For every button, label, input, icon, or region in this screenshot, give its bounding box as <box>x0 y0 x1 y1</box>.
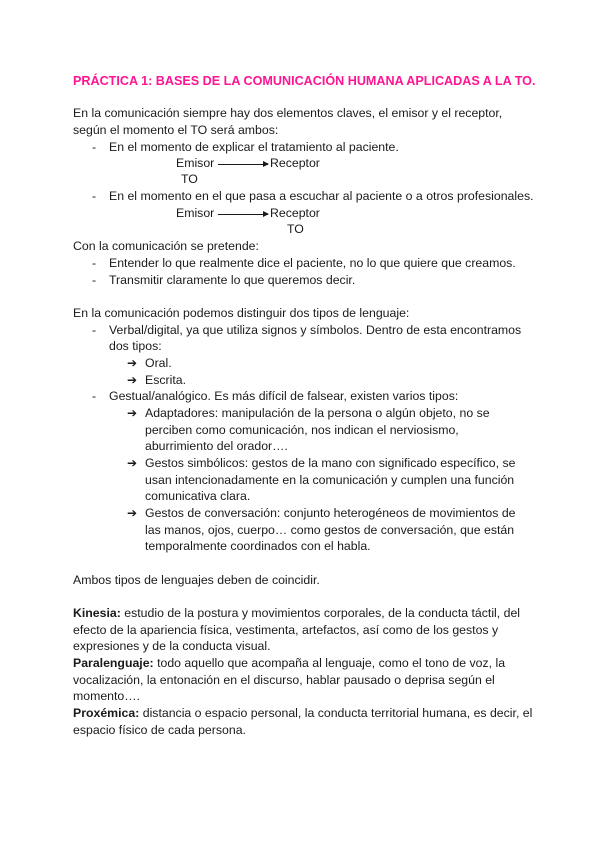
sub-list-item: Gestos simbólicos: gestos de la mano con significado específico, se <box>145 456 516 470</box>
arrow-bullet-icon: ➔ <box>127 356 138 370</box>
list-dash: - <box>92 189 97 203</box>
paragraph-line: vocalización, la entonación en el discurso, hablar pausado o deprisa según el <box>73 673 495 687</box>
sub-list-item-continued: las manos, ojos, cuerpo… como gestos de conversación, que están <box>145 523 515 537</box>
arrow-icon <box>218 164 268 165</box>
sub-list-item-continued: aburrimiento del orador…. <box>145 439 288 453</box>
definition-text: todo aquello que acompaña al lenguaje, como el tono de voz, la <box>153 656 506 670</box>
arrow-bullet-icon: ➔ <box>127 406 138 420</box>
sub-list-item-continued: temporalmente coordinados con el habla. <box>145 539 371 553</box>
list-dash: - <box>92 256 97 270</box>
list-item: Transmitir claramente lo que queremos decir. <box>109 273 356 287</box>
diagram-emisor: Emisor <box>176 156 215 170</box>
list-item: Gestual/analógico. Es más difícil de falsear, existen varios tipos: <box>109 389 459 403</box>
definition-text: estudio de la postura y movimientos corporales, de la conducta táctil, del <box>120 606 521 620</box>
paragraph-line: En la comunicación podemos distinguir dos tipos de lenguaje: <box>73 306 410 320</box>
term-proxemica: Proxémica: <box>73 706 140 720</box>
sub-list-item: Oral. <box>145 356 172 370</box>
arrow-bullet-icon: ➔ <box>127 456 138 470</box>
paragraph-line: expresiones y de la conducta visual. <box>73 639 271 653</box>
paragraph-line: Con la comunicación se pretende: <box>73 239 259 253</box>
diagram-receptor: Receptor <box>270 206 320 220</box>
list-item: Verbal/digital, ya que utiliza signos y símbolos. Dentro de esta encontramos <box>109 323 522 337</box>
sub-list-item-continued: comunicativa clara. <box>145 489 251 503</box>
sub-list-item-continued: usan intencionadamente en la comunicación y cumplen una función <box>145 473 515 487</box>
sub-list-item: Gestos de conversación: conjunto heterogéneos de movimientos de <box>145 506 516 520</box>
paragraph-line: según el momento el TO será ambos: <box>73 123 279 137</box>
paragraph-line: efecto de la apariencia física, vestimenta, artefactos, así como de los gestos y <box>73 623 499 637</box>
diagram-to-label: TO <box>287 222 304 236</box>
diagram-receptor: Receptor <box>270 156 320 170</box>
list-item-continued: dos tipos: <box>109 339 162 353</box>
paragraph-line: espacio físico de cada persona. <box>73 723 246 737</box>
list-dash: - <box>92 389 97 403</box>
list-item: En el momento en el que pasa a escuchar al paciente o a otros profesionales. <box>109 189 534 203</box>
paragraph-line: Ambos tipos de lenguajes deben de coincidir. <box>73 573 320 587</box>
diagram-emisor: Emisor <box>176 206 215 220</box>
sub-list-item: Escrita. <box>145 373 186 387</box>
list-item: En el momento de explicar el tratamiento al paciente. <box>109 140 399 154</box>
arrow-bullet-icon: ➔ <box>127 373 138 387</box>
diagram-to-label: TO <box>181 172 198 186</box>
paragraph-line: En la comunicación siempre hay dos elementos claves, el emisor y el receptor, <box>73 106 503 120</box>
sub-list-item-continued: perciben como comunicación, nos indican el nerviosismo, <box>145 423 459 437</box>
sub-list-item: Adaptadores: manipulación de la persona o algún objeto, no se <box>145 406 490 420</box>
list-dash: - <box>92 323 97 337</box>
list-item: Entender lo que realmente dice el paciente, no lo que quiere que creamos. <box>109 256 516 270</box>
paragraph-line: momento…. <box>73 689 140 703</box>
arrow-icon <box>218 214 268 215</box>
arrow-bullet-icon: ➔ <box>127 506 138 520</box>
definition-paralenguaje <box>73 655 505 671</box>
definition-kinesia <box>73 605 520 621</box>
list-dash: - <box>92 140 97 154</box>
term-kinesia: Kinesia: <box>73 606 121 620</box>
definition-proxemica <box>73 705 532 721</box>
definition-text: distancia o espacio personal, la conducta territorial humana, es decir, el <box>139 706 533 720</box>
page-title: PRÁCTICA 1: BASES DE LA COMUNICACIÓN HUMANA APLICADAS A LA TO. <box>73 74 536 88</box>
term-paralenguaje: Paralenguaje: <box>73 656 154 670</box>
list-dash: - <box>92 273 97 287</box>
